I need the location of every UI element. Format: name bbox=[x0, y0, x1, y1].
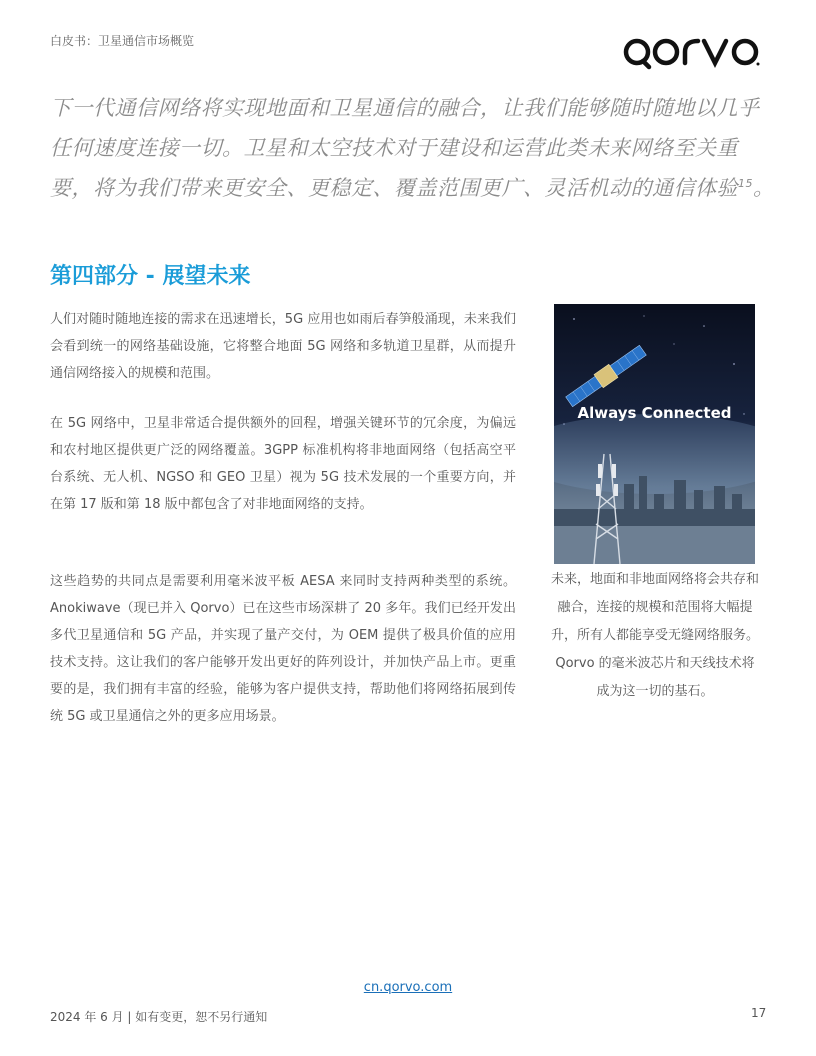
qorvo-logo bbox=[622, 34, 762, 74]
website-link[interactable]: cn.qorvo.com bbox=[363, 980, 453, 995]
page-number: 17 bbox=[751, 1006, 767, 1020]
section-title: 第四部分 - 展望未来 bbox=[50, 264, 251, 289]
pull-quote-end: 。 bbox=[753, 176, 775, 200]
document-header-label: 白皮书：卫星通信市场概览 bbox=[50, 34, 195, 48]
body-paragraph-3: 这些趋势的共同点是需要利用毫米波平板 AESA 来同时支持两种类型的系统。Anokiwave（现已并入 Qorvo）已在这些市场深耕了 20 多年。我们已经开发出多代卫星通信和 5G 产品，并实现了量产交付，为 OEM 提供了极具价值的应用技术支持。这让我们的客户能够开发出更好的阵列设计，并加快产品上市。更重要的是，我们拥有丰富的经验，能够为客户提供支持，帮助他们将网络拓展到传统 5G 或卫星通信之外的更多应用场景。 bbox=[50, 574, 516, 724]
figure-caption: 未来，地面和非地面网络将会共存和融合，连接的规模和范围将大幅提升，所有人都能享受无缝网络服务。Qorvo 的毫米波芯片和天线技术将成为这一切的基石。 bbox=[550, 572, 759, 699]
pull-quote bbox=[50, 88, 780, 208]
pull-quote-text: 下一代通信网络将实现地面和卫星通信的融合，让我们能够随时随地以几乎任何速度连接一切。卫星和太空技术对于建设和运营此类未来网络至关重要，将为我们带来更安全、更稳定、覆盖范围更广、灵活机动的通信体验 bbox=[50, 96, 760, 200]
body-paragraph-2: 在 5G 网络中，卫星非常适合提供额外的回程，增强关键环节的冗余度，为偏远和农村地区提供更广泛的网络覆盖。3GPP 标准机构将非地面网络（包括高空平台系统、无人机、NGSO 和 GEO 卫星）视为 5G 技术发展的一个重要方向，并在第 17 版和第 18 版中都包含了对非地面网络的支持。 bbox=[50, 416, 516, 512]
body-paragraph-1: 人们对随时随地连接的需求在迅速增长，5G 应用也如雨后春笋般涌现，未来我们会看到统一的网络基础设施，它将整合地面 5G 网络和多轨道卫星群，从而提升通信网络接入的规模和范围。 bbox=[50, 312, 516, 381]
satellite-city-illustration bbox=[554, 304, 755, 564]
always-connected-text: Always Connected bbox=[577, 404, 732, 422]
footnote-marker: 15 bbox=[738, 177, 753, 190]
always-connected-photo bbox=[554, 304, 755, 564]
footer-date-notice: 2024 年 6 月 | 如有变更，恕不另行通知 bbox=[50, 1010, 268, 1024]
